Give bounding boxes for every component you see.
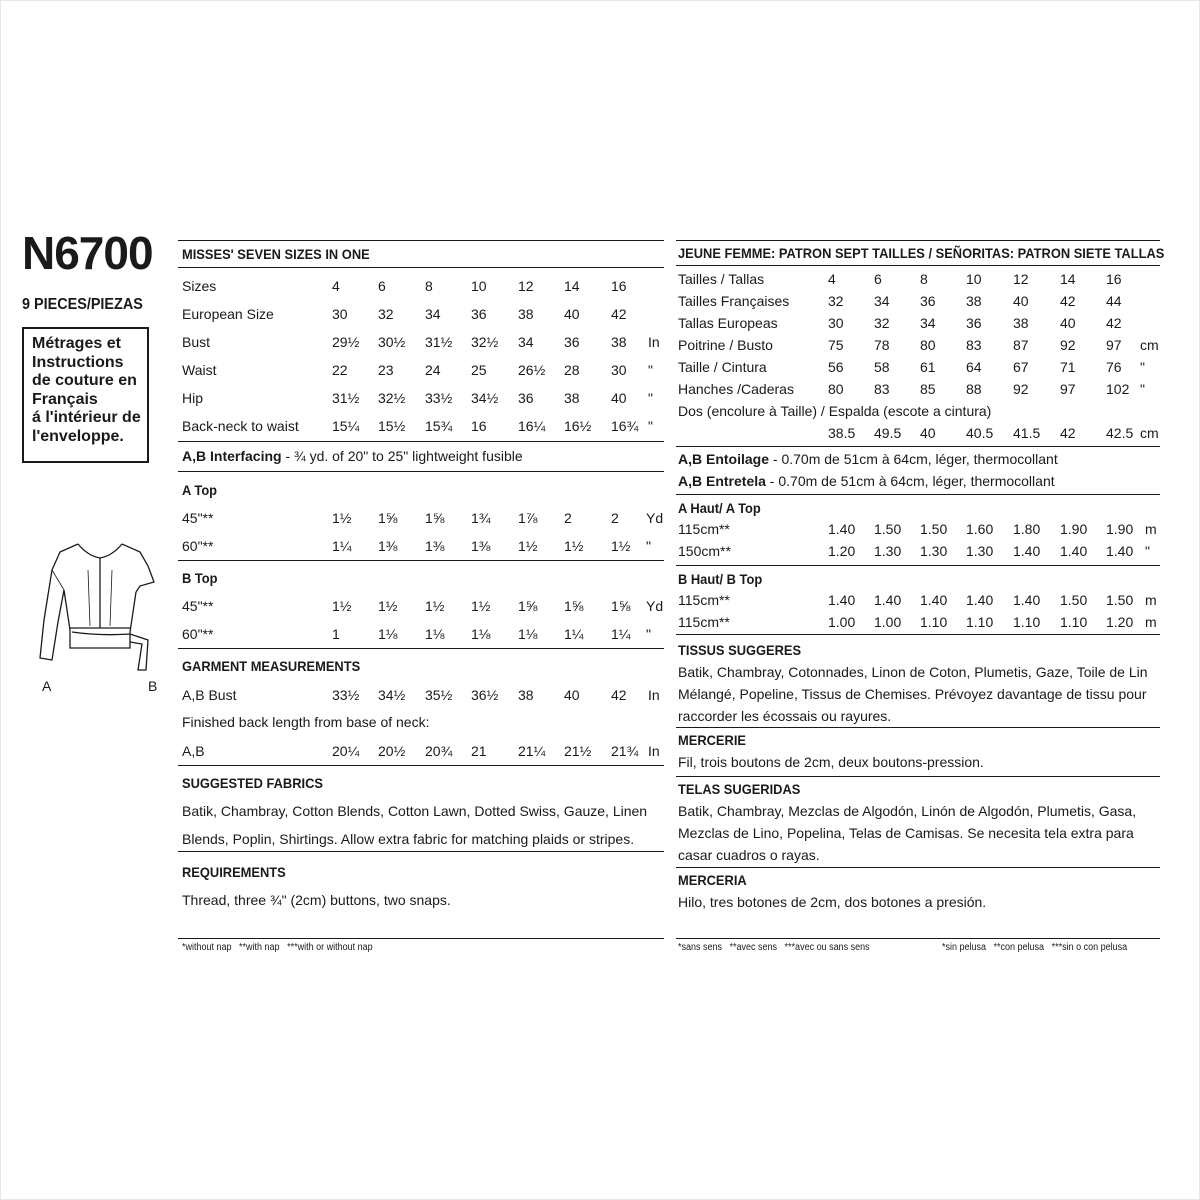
fr-mercerie-heading: MERCERIE <box>678 732 746 748</box>
row-label: Poitrine / Busto <box>678 337 773 353</box>
en-a-top-heading: A Top <box>182 482 218 498</box>
row-value: 1⅛ <box>471 626 491 642</box>
row-value: 1.40 <box>874 592 902 608</box>
row-unit: " <box>646 626 651 642</box>
row-value: 83 <box>874 381 890 397</box>
en-rule-5 <box>178 765 664 766</box>
row-value: 15¼ <box>332 418 360 434</box>
row-value: 1.40 <box>966 592 994 608</box>
en-interfacing-text: - ¾ yd. of 20" to 25" lightweight fusible <box>281 448 523 464</box>
row-value: 6 <box>874 271 882 287</box>
row-value: 88 <box>966 381 982 397</box>
row-value: 42 <box>611 687 627 703</box>
table-row <box>0 356 1200 378</box>
fr-entoilage-label: A,B Entoilage <box>678 451 770 467</box>
row-value: 40 <box>611 390 627 406</box>
row-value: 1⅝ <box>611 598 631 614</box>
row-value: 1¼ <box>564 626 584 642</box>
row-value: 1⅝ <box>378 510 398 526</box>
row-unit: " <box>1145 543 1150 559</box>
row-value: 15½ <box>378 418 406 434</box>
row-value: 1.40 <box>1013 592 1041 608</box>
es-telas-heading: TELAS SUGERIDAS <box>678 781 801 797</box>
fr-footnote-rule <box>676 938 1160 939</box>
row-value: 1⅛ <box>378 626 398 642</box>
row-value: 40 <box>1013 293 1029 309</box>
row-value: 64 <box>966 359 982 375</box>
row-value: 32½ <box>471 334 499 350</box>
row-label: 60"** <box>182 626 214 642</box>
row-value: 4 <box>828 271 836 287</box>
row-value: 41.5 <box>1013 425 1041 441</box>
row-label: A,B <box>182 743 205 759</box>
row-value: 36 <box>564 334 580 350</box>
row-value: 38 <box>564 390 580 406</box>
row-value: 42 <box>1106 315 1122 331</box>
row-value: 34½ <box>378 687 406 703</box>
row-value: 1.60 <box>966 521 994 537</box>
row-value: 42 <box>1060 425 1076 441</box>
fr-rule-7 <box>676 867 1160 868</box>
row-label: Waist <box>182 362 217 378</box>
row-value: 1.00 <box>874 614 902 630</box>
pieces-count: 9 PIECES/PIEZAS <box>22 296 143 313</box>
row-unit: " <box>648 390 653 406</box>
row-value: 1⅝ <box>518 598 538 614</box>
row-value: 6 <box>378 278 386 294</box>
row-label: Hip <box>182 390 204 406</box>
row-value: 1.30 <box>966 543 994 559</box>
row-value: 1.10 <box>920 614 948 630</box>
table-row <box>0 312 1200 334</box>
row-value: 80 <box>828 381 844 397</box>
row-value: 38 <box>611 334 627 350</box>
row-value: 4 <box>332 278 340 294</box>
row-value: 1.10 <box>1013 614 1041 630</box>
row-value: 1.90 <box>1106 521 1134 537</box>
fr-a-haut-heading: A Haut/ A Top <box>678 500 761 516</box>
row-value: 16¾ <box>611 418 639 434</box>
row-value: 1.20 <box>828 543 856 559</box>
row-label: 150cm** <box>678 543 731 559</box>
row-value: 1.00 <box>828 614 856 630</box>
row-label: Hanches /Caderas <box>678 381 794 397</box>
row-value: 97 <box>1060 381 1076 397</box>
en-finished-label: Finished back length from base of neck: <box>182 714 430 730</box>
row-value: 8 <box>920 271 928 287</box>
row-label: 115cm** <box>678 521 730 537</box>
row-unit: Yd <box>646 598 664 614</box>
en-rule-4 <box>178 648 664 649</box>
row-value: 26½ <box>518 362 546 378</box>
en-top-rule <box>178 240 664 241</box>
row-value: 1.20 <box>1106 614 1134 630</box>
row-value: 21½ <box>564 743 592 759</box>
row-value: 2 <box>564 510 572 526</box>
row-value: 1.90 <box>1060 521 1088 537</box>
row-value: 80 <box>920 337 936 353</box>
row-value: 1.80 <box>1013 521 1041 537</box>
row-value: 40 <box>1060 315 1076 331</box>
row-value: 1.50 <box>920 521 948 537</box>
row-value: 30 <box>828 315 844 331</box>
row-value: 32 <box>874 315 890 331</box>
row-value: 1.50 <box>1106 592 1134 608</box>
row-value: 1½ <box>518 538 538 554</box>
en-title: MISSES' SEVEN SIZES IN ONE <box>182 246 370 262</box>
row-value: 20¾ <box>425 743 453 759</box>
row-unit: m <box>1145 614 1157 630</box>
table-row <box>0 611 1200 633</box>
row-value: 75 <box>828 337 844 353</box>
row-value: 32 <box>828 293 844 309</box>
row-value: 42 <box>1060 293 1076 309</box>
row-value: 1½ <box>378 598 398 614</box>
row-value: 16¼ <box>518 418 546 434</box>
row-value: 12 <box>518 278 534 294</box>
row-value: 1¾ <box>471 510 491 526</box>
row-value: 2 <box>611 510 619 526</box>
table-row <box>0 422 1200 444</box>
row-value: 1½ <box>332 598 352 614</box>
row-value: 1¼ <box>611 626 631 642</box>
row-value: 30 <box>611 362 627 378</box>
row-unit: " <box>648 418 653 434</box>
row-value: 35½ <box>425 687 453 703</box>
row-unit: In <box>648 743 660 759</box>
row-value: 97 <box>1106 337 1122 353</box>
french-instructions-note: Métrages et Instructions de couture en Français á l'intérieur de l'enveloppe. <box>22 327 149 463</box>
row-label: 45"** <box>182 510 214 526</box>
table-row <box>0 518 1200 540</box>
en-b-top-heading: B Top <box>182 570 218 586</box>
row-value: 14 <box>564 278 580 294</box>
row-value: 32½ <box>378 390 406 406</box>
row-value: 1.40 <box>828 521 856 537</box>
fr-title: JEUNE FEMME: PATRON SEPT TAILLES / SEÑORITAS: PATRON SIETE TALLAS <box>678 245 1165 261</box>
row-value: 67 <box>1013 359 1029 375</box>
row-value: 16½ <box>564 418 592 434</box>
row-value: 36 <box>966 315 982 331</box>
row-value: 1⅜ <box>471 538 491 554</box>
row-label: Back-neck to waist <box>182 418 299 434</box>
row-value: 36 <box>920 293 936 309</box>
fr-rule-4 <box>676 634 1160 635</box>
en-footnote: *without nap **with nap ***with or without nap <box>182 942 373 953</box>
row-value: 1.40 <box>1106 543 1134 559</box>
fr-entretela-label: A,B Entretela <box>678 473 766 489</box>
row-value: 16 <box>611 278 627 294</box>
row-label: Bust <box>182 334 211 350</box>
row-value: 1½ <box>564 538 584 554</box>
row-label: Tailles / Tallas <box>678 271 765 287</box>
row-value: 92 <box>1013 381 1029 397</box>
table-row <box>0 589 1200 611</box>
row-value: 16 <box>471 418 487 434</box>
fr-rule-3 <box>676 565 1160 566</box>
fr-entoilage <box>678 448 1058 470</box>
row-value: 38 <box>518 687 534 703</box>
row-value: 20¼ <box>332 743 360 759</box>
es-merceria-heading: MERCERIA <box>678 872 747 888</box>
row-value: 36 <box>518 390 534 406</box>
es-footnote: *sin pelusa **con pelusa ***sin o con pelusa <box>942 942 1128 953</box>
row-value: 85 <box>920 381 936 397</box>
row-value: 1⅞ <box>518 510 538 526</box>
row-unit: " <box>648 362 653 378</box>
row-unit: " <box>646 538 651 554</box>
en-garment-heading: GARMENT MEASUREMENTS <box>182 658 361 674</box>
en-rule-2 <box>178 471 664 472</box>
row-unit: " <box>1140 359 1145 375</box>
fr-top-rule <box>676 240 1160 241</box>
row-value: 31½ <box>425 334 453 350</box>
row-value: 10 <box>966 271 982 287</box>
row-value: 42.5 <box>1106 425 1134 441</box>
row-unit: In <box>648 334 660 350</box>
row-value: 30 <box>332 306 348 322</box>
table-row <box>0 540 1200 562</box>
row-value: 40 <box>920 425 936 441</box>
row-value: 20½ <box>378 743 406 759</box>
row-unit: cm <box>1140 425 1159 441</box>
row-value: 15¾ <box>425 418 453 434</box>
row-label: 45"** <box>182 598 214 614</box>
en-interfacing-label: A,B Interfacing <box>182 448 282 464</box>
row-value: 1.30 <box>920 543 948 559</box>
row-value: 87 <box>1013 337 1029 353</box>
row-value: 24 <box>425 362 441 378</box>
row-value: 1¼ <box>332 538 352 554</box>
en-requirements-text: Thread, three ¾" (2cm) buttons, two snaps. <box>182 892 451 908</box>
row-value: 71 <box>1060 359 1076 375</box>
row-value: 34 <box>425 306 441 322</box>
row-unit: m <box>1145 521 1157 537</box>
fr-rule-2 <box>676 494 1160 495</box>
row-value: 34 <box>920 315 936 331</box>
fr-tissus-heading: TISSUS SUGGERES <box>678 642 802 658</box>
row-value: 34½ <box>471 390 499 406</box>
en-rule-6 <box>178 851 664 852</box>
row-value: 1½ <box>332 510 352 526</box>
row-value: 83 <box>966 337 982 353</box>
fr-entretela-text: - 0.70m de 51cm à 64cm, léger, thermocollant <box>765 473 1055 489</box>
row-value: 1½ <box>425 598 445 614</box>
row-value: 1⅛ <box>425 626 445 642</box>
row-value: 42 <box>611 306 627 322</box>
row-value: 1½ <box>471 598 491 614</box>
row-value: 1.40 <box>1060 543 1088 559</box>
row-value: 38 <box>1013 315 1029 331</box>
row-value: 1.40 <box>920 592 948 608</box>
fr-dos-label: Dos (encolure à Taille) / Espalda (escote a cintura) <box>678 403 992 419</box>
row-value: 21¼ <box>518 743 546 759</box>
table-row <box>0 334 1200 356</box>
en-footnote-rule <box>178 938 664 939</box>
row-value: 40 <box>564 306 580 322</box>
row-value: 23 <box>378 362 394 378</box>
row-label: 60"** <box>182 538 214 554</box>
row-value: 38 <box>518 306 534 322</box>
table-row <box>0 378 1200 400</box>
row-value: 56 <box>828 359 844 375</box>
table-row <box>0 268 1200 290</box>
es-telas-text: Batik, Chambray, Mezclas de Algodón, Linón de Algodón, Plumetis, Gasa, Mezclas de Lino, Popelina, Telas de Camisas. Se necesita tela extra para casar cuadros o rayas. <box>678 803 1137 863</box>
row-value: 25 <box>471 362 487 378</box>
row-value: 30½ <box>378 334 406 350</box>
row-unit: " <box>1140 381 1145 397</box>
row-value: 1.40 <box>828 592 856 608</box>
row-value: 1.30 <box>874 543 902 559</box>
en-fabrics-heading: SUGGESTED FABRICS <box>182 775 323 791</box>
row-value: 102 <box>1106 381 1130 397</box>
en-interfacing <box>182 444 523 468</box>
row-value: 34 <box>874 293 890 309</box>
row-value: 1.40 <box>1013 543 1041 559</box>
fr-tissus-text: Batik, Chambray, Cotonnades, Linon de Coton, Plumetis, Gaze, Toile de Lin Mélangé, Popeline, Tissus de Chemises. Prévoyez davantage de tissu pour raccorder les écossais ou rayures. <box>678 664 1148 724</box>
row-value: 10 <box>471 278 487 294</box>
row-value: 33½ <box>332 687 360 703</box>
row-value: 1⅜ <box>378 538 398 554</box>
row-label: 115cm** <box>678 614 730 630</box>
row-value: 1⅝ <box>425 510 445 526</box>
row-label: A,B Bust <box>182 687 237 703</box>
row-label: Sizes <box>182 278 217 294</box>
row-value: 58 <box>874 359 890 375</box>
row-value: 38.5 <box>828 425 856 441</box>
view-b-label: B <box>148 678 158 694</box>
row-value: 92 <box>1060 337 1076 353</box>
row-value: 21 <box>471 743 487 759</box>
fr-entoilage-text: - 0.70m de 51cm à 64cm, léger, thermocollant <box>769 451 1058 467</box>
row-value: 29½ <box>332 334 360 350</box>
fr-rule-5 <box>676 727 1160 728</box>
row-value: 61 <box>920 359 936 375</box>
row-value: 38 <box>966 293 982 309</box>
row-value: 34 <box>518 334 534 350</box>
row-value: 33½ <box>425 390 453 406</box>
fr-footnote: *sans sens **avec sens ***avec ou sans sens <box>678 942 870 953</box>
row-value: 40 <box>564 687 580 703</box>
row-value: 32 <box>378 306 394 322</box>
row-value: 8 <box>425 278 433 294</box>
es-merceria-text: Hilo, tres botones de 2cm, dos botones a presión. <box>678 894 987 910</box>
row-value: 1⅛ <box>518 626 538 642</box>
row-value: 1⅜ <box>425 538 445 554</box>
row-value: 1.50 <box>1060 592 1088 608</box>
table-row <box>0 737 1200 765</box>
row-label: 115cm** <box>678 592 730 608</box>
view-a-label: A <box>42 678 52 694</box>
row-value: 36 <box>471 306 487 322</box>
pattern-code: N6700 <box>22 227 153 279</box>
row-unit: Yd <box>646 510 664 526</box>
row-value: 1⅝ <box>564 598 584 614</box>
fr-rule-1 <box>676 446 1160 447</box>
row-value: 1.50 <box>874 521 902 537</box>
row-label: Taille / Cintura <box>678 359 767 375</box>
fr-title-rule <box>676 265 1160 266</box>
row-value: 16 <box>1106 271 1122 287</box>
row-label: Tailles Françaises <box>678 293 790 309</box>
fr-b-haut-heading: B Haut/ B Top <box>678 571 763 587</box>
fr-rule-6 <box>676 776 1160 777</box>
row-value: 76 <box>1106 359 1122 375</box>
row-value: 36½ <box>471 687 499 703</box>
row-label: European Size <box>182 306 274 322</box>
row-value: 28 <box>564 362 580 378</box>
table-row <box>0 290 1200 312</box>
row-unit: m <box>1145 592 1157 608</box>
row-label: Tallas Europeas <box>678 315 778 331</box>
row-value: 14 <box>1060 271 1076 287</box>
row-value: 21¾ <box>611 743 639 759</box>
row-value: 78 <box>874 337 890 353</box>
row-value: 1.10 <box>1060 614 1088 630</box>
fr-entretela <box>678 470 1055 492</box>
fr-mercerie-text: Fil, trois boutons de 2cm, deux boutons-pression. <box>678 754 984 770</box>
row-value: 1 <box>332 626 340 642</box>
row-value: 49.5 <box>874 425 902 441</box>
row-value: 31½ <box>332 390 360 406</box>
en-requirements-heading: REQUIREMENTS <box>182 864 286 880</box>
row-unit: In <box>648 687 660 703</box>
row-value: 1½ <box>611 538 631 554</box>
row-value: 12 <box>1013 271 1029 287</box>
row-unit: cm <box>1140 337 1159 353</box>
row-value: 44 <box>1106 293 1122 309</box>
row-value: 22 <box>332 362 348 378</box>
en-fabrics-text: Batik, Chambray, Cotton Blends, Cotton Lawn, Dotted Swiss, Gauze, Linen Blends, Poplin, Shirtings. Allow extra fabric for matching plaids or stripes. <box>182 803 648 847</box>
row-value: 40.5 <box>966 425 994 441</box>
row-value: 1.10 <box>966 614 994 630</box>
